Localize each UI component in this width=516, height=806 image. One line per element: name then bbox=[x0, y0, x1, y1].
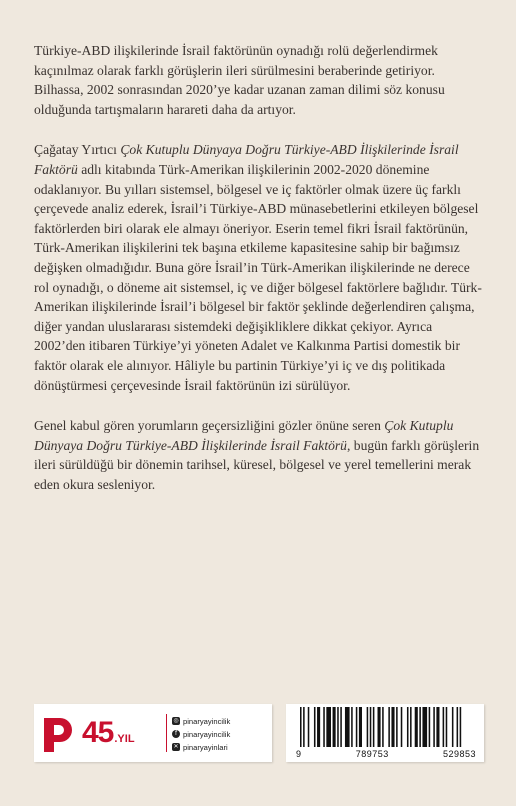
anniversary-number: 45 bbox=[82, 716, 114, 749]
text-run: Türkiye-ABD ilişkilerinde İsrail faktörünün oynadığı rolü değerlendirmek kaçınılmaz olarak farklı görüşlerin ileri sürülmesini beraberinde getiriyor. Bilhassa, 2002 sonrasından 2020’ye kadar uzanan zaman dilimi söz konusu olduğunda tartışmaların harareti daha da artıyor. bbox=[34, 43, 445, 117]
isbn-left-group: 789753 bbox=[355, 749, 389, 759]
barcode-bar bbox=[401, 707, 403, 747]
barcode-bar bbox=[356, 707, 358, 747]
paragraph-text bbox=[34, 140, 486, 395]
barcode-bar bbox=[323, 707, 325, 747]
barcode-bar bbox=[300, 707, 302, 747]
book-title-italic: Çok Kutuplu Dünyaya Doğru Türkiye-ABD İlişkilerinde İsrail Faktörü bbox=[34, 418, 454, 453]
barcode-bar bbox=[429, 707, 431, 747]
anniversary-suffix: .YIL bbox=[114, 733, 135, 745]
barcode-bar bbox=[433, 707, 435, 747]
barcode-bar bbox=[410, 707, 412, 747]
isbn-right-group: 529853 bbox=[442, 749, 476, 759]
x-icon: ✕ bbox=[173, 743, 179, 750]
text-run: , bugün farklı görüşlerin ileri sürüldüğü bir dönemin tarihsel, küresel, bölgesel ve yerel temellerini merak eden okura sesleniyor. bbox=[34, 437, 480, 492]
social-row-instagram bbox=[172, 715, 230, 727]
barcode-bar bbox=[446, 707, 448, 747]
logo-divider bbox=[166, 714, 167, 752]
barcode-bar bbox=[457, 707, 459, 747]
barcode-bar bbox=[314, 707, 316, 747]
barcode-bar bbox=[326, 707, 331, 747]
barcode-bar bbox=[436, 707, 439, 747]
publisher-panel bbox=[34, 704, 272, 762]
barcode-bar bbox=[367, 707, 369, 747]
barcode-bar bbox=[415, 707, 418, 747]
barcode-bar bbox=[308, 707, 310, 747]
barcode-bar bbox=[373, 707, 375, 747]
barcode-bar bbox=[407, 707, 409, 747]
paragraph bbox=[34, 416, 486, 494]
barcode-bar bbox=[419, 707, 421, 747]
barcode-bar bbox=[317, 707, 320, 747]
facebook-icon: f bbox=[172, 730, 180, 738]
barcode-bar bbox=[452, 707, 454, 747]
instagram-icon: ◎ bbox=[173, 717, 179, 724]
isbn-prefix: 9 bbox=[296, 749, 302, 759]
barcode-bar bbox=[370, 707, 372, 747]
social-handle: pinaryayinlari bbox=[183, 742, 228, 752]
paragraph bbox=[34, 140, 486, 395]
barcode-bar bbox=[345, 707, 350, 747]
barcode-panel bbox=[286, 704, 484, 762]
barcode-bar bbox=[460, 707, 462, 747]
barcode-bar bbox=[396, 707, 398, 747]
barcode-bar bbox=[378, 707, 381, 747]
barcode-bar bbox=[333, 707, 336, 747]
social-handle: pinaryayincilik bbox=[183, 729, 231, 739]
barcode-bar bbox=[340, 707, 342, 747]
text-run: Çağatay Yırtıcı bbox=[34, 142, 121, 158]
barcode-bar bbox=[382, 707, 384, 747]
text-run: adlı kitabında Türk-Amerikan ilişkilerinin 2002-2020 dönemine odaklanıyor. Bu yılları sistemsel, bölgesel ve iç faktörler olmak üzere üç farklı çerçevede analiz ederek, İsrail’i Türkiye-ABD münasebetlerini etkileyen bölgesel faktörlerden biri olarak ele almayı öneriyor. Eserin temel fikri İsrail faktörünün, Türk-Amerikan ilişkilerini tek başına etkileme kapasitesine sahip bir bağımsız değişken olmadığıdır. Buna göre İsrail’in Türk-Amerikan ilişkilerinde ne derece rol oynadığı, o döneme ait sistemsel, iç ve diğer bölgesel faktörlere bağlıdır. Türk-Amerikan ilişkilerinde İsrail’i bölgesel bir faktör şeklinde değerlendiren çalışma, diğer yandan uluslararası sistemdeki değişikliklere dikkat çekiyor. Ayrıca 2002’den itibaren Türkiye’yi yöneten Adalet ve Kalkınma Partisi domestik bir faktör olarak ele alınıyor. Hâliyle bu partinin Türkiye’yi iç ve dış politikada dönüştürmesi çerçevesinde İsrail faktörünün izi sürülüyor. bbox=[34, 161, 482, 393]
barcode-bar bbox=[303, 707, 305, 747]
social-row-facebook bbox=[172, 728, 230, 740]
social-handle: pinaryayincilik bbox=[183, 716, 231, 726]
barcode-bar bbox=[388, 707, 390, 747]
barcode-bar bbox=[422, 707, 427, 747]
social-handles bbox=[172, 715, 230, 754]
book-title-italic: Çok Kutuplu Dünyaya Doğru Türkiye-ABD İlişkilerinde İsrail Faktörü bbox=[34, 142, 459, 177]
blurb-text bbox=[34, 41, 486, 515]
barcode-bar bbox=[391, 707, 394, 747]
social-row-x bbox=[172, 741, 230, 753]
isbn-digits bbox=[296, 749, 476, 759]
barcode-icon bbox=[296, 707, 476, 749]
paragraph-text bbox=[34, 416, 486, 494]
paragraph-text bbox=[34, 41, 486, 119]
paragraph bbox=[34, 41, 486, 119]
text-run: Genel kabul gören yorumların geçersizliğini gözler önüne seren bbox=[34, 418, 385, 434]
barcode-bar bbox=[351, 707, 353, 747]
publisher-logo-icon bbox=[42, 718, 74, 752]
barcode-bar bbox=[337, 707, 339, 747]
anniversary-mark bbox=[82, 712, 135, 760]
barcode-bar bbox=[443, 707, 445, 747]
barcode-bar bbox=[359, 707, 362, 747]
